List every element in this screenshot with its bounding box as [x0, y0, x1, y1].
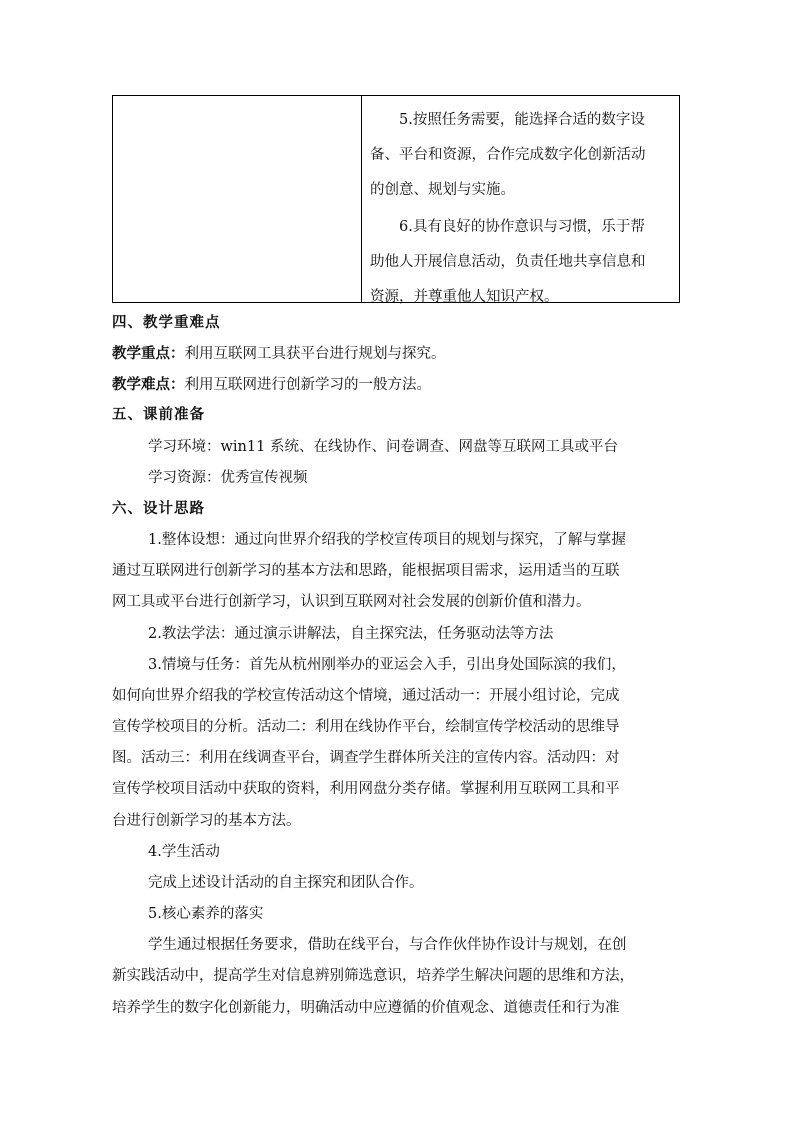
- objectives-table: [112, 95, 680, 303]
- section6-heading: 六、设计思路: [112, 500, 205, 517]
- design-p3-line6: 台进行创新学习的基本方法。: [112, 813, 301, 829]
- design-p1-line2: 通过互联网进行创新学习的基本方法和思路，能根据项目需求，运用适当的互联: [112, 563, 620, 579]
- design-p1-line1: 1.整体设想：通过向世界介绍我的学校宣传项目的规划与探究，了解与掌握: [148, 532, 626, 548]
- design-p3-line2: 如何向世界介绍我的学校宣传活动这个情境，通过活动一：开展小组讨论，完成: [112, 688, 620, 704]
- teaching-difficulty: [112, 375, 680, 395]
- item6-line2: 助他人开展信息活动，负责任地共享信息和: [370, 254, 646, 270]
- teaching-difficulty-label: 教学难点：: [112, 376, 185, 393]
- item5-line2: 备、平台和资源，合作完成数字化创新活动: [370, 147, 646, 163]
- design-p4-text: 完成上述设计活动的自主探究和团队合作。: [148, 875, 424, 891]
- table-column-divider: [361, 96, 362, 302]
- learning-resources: 学习资源：优秀宣传视频: [148, 470, 308, 486]
- design-p5-line2: 新实践活动中，提高学生对信息辨别筛选意识，培养学生解决问题的思维和方法，: [112, 968, 634, 984]
- section5-heading: 五、课前准备: [112, 406, 205, 423]
- table-right-cell: [370, 103, 677, 315]
- item6-line1: 6.具有良好的协作意识与习惯，乐于帮: [399, 219, 645, 235]
- design-p5-line1: 学生通过根据任务要求，借助在线平台，与合作伙伴协作设计与规划，在创: [148, 937, 627, 953]
- item5-line1: 5.按照任务需要，能选择合适的数字设: [399, 112, 645, 128]
- teaching-key-point: [112, 344, 680, 364]
- design-p3-line4: 图。活动三：利用在线调查平台，调查学生群体所关注的宣传内容。活动四：对: [112, 750, 620, 766]
- teaching-key-text: 利用互联网工具获平台进行规划与探究。: [184, 346, 446, 362]
- design-p3-line1: 3.情境与任务：首先从杭州刚举办的亚运会入手，引出身处国际滨的我们，: [148, 657, 626, 673]
- teaching-key-label: 教学重点：: [112, 345, 185, 362]
- design-p3-line5: 宣传学校项目活动中获取的资料，利用网盘分类存储。掌握利用互联网工具和平: [112, 781, 620, 797]
- design-p3-line3: 宣传学校项目的分析。活动二：利用在线协作平台，绘制宣传学校活动的思维导: [112, 719, 620, 735]
- design-p5-line3: 培养学生的数字化创新能力，明确活动中应遵循的价值观念、道德责任和行为准: [112, 1000, 620, 1016]
- teaching-difficulty-text: 利用互联网进行创新学习的一般方法。: [184, 377, 431, 393]
- section4-heading: 四、教学重难点: [112, 314, 221, 331]
- design-p5-title: 5.核心素养的落实: [148, 906, 264, 922]
- item5-line3: 的创意、规划与实施。: [370, 182, 515, 198]
- item6-line3: 资源，并尊重他人知识产权。: [370, 289, 559, 305]
- design-p4-title: 4.学生活动: [148, 844, 220, 860]
- design-p2-line1: 2.教法学法：通过演示讲解法，自主探究法，任务驱动法等方法: [148, 626, 554, 642]
- design-p1-line3: 网工具或平台进行创新学习，认识到互联网对社会发展的创新价值和潜力。: [112, 594, 591, 610]
- learning-environment: 学习环境：win11 系统、在线协作、问卷调查、网盘等互联网工具或平台: [148, 439, 618, 455]
